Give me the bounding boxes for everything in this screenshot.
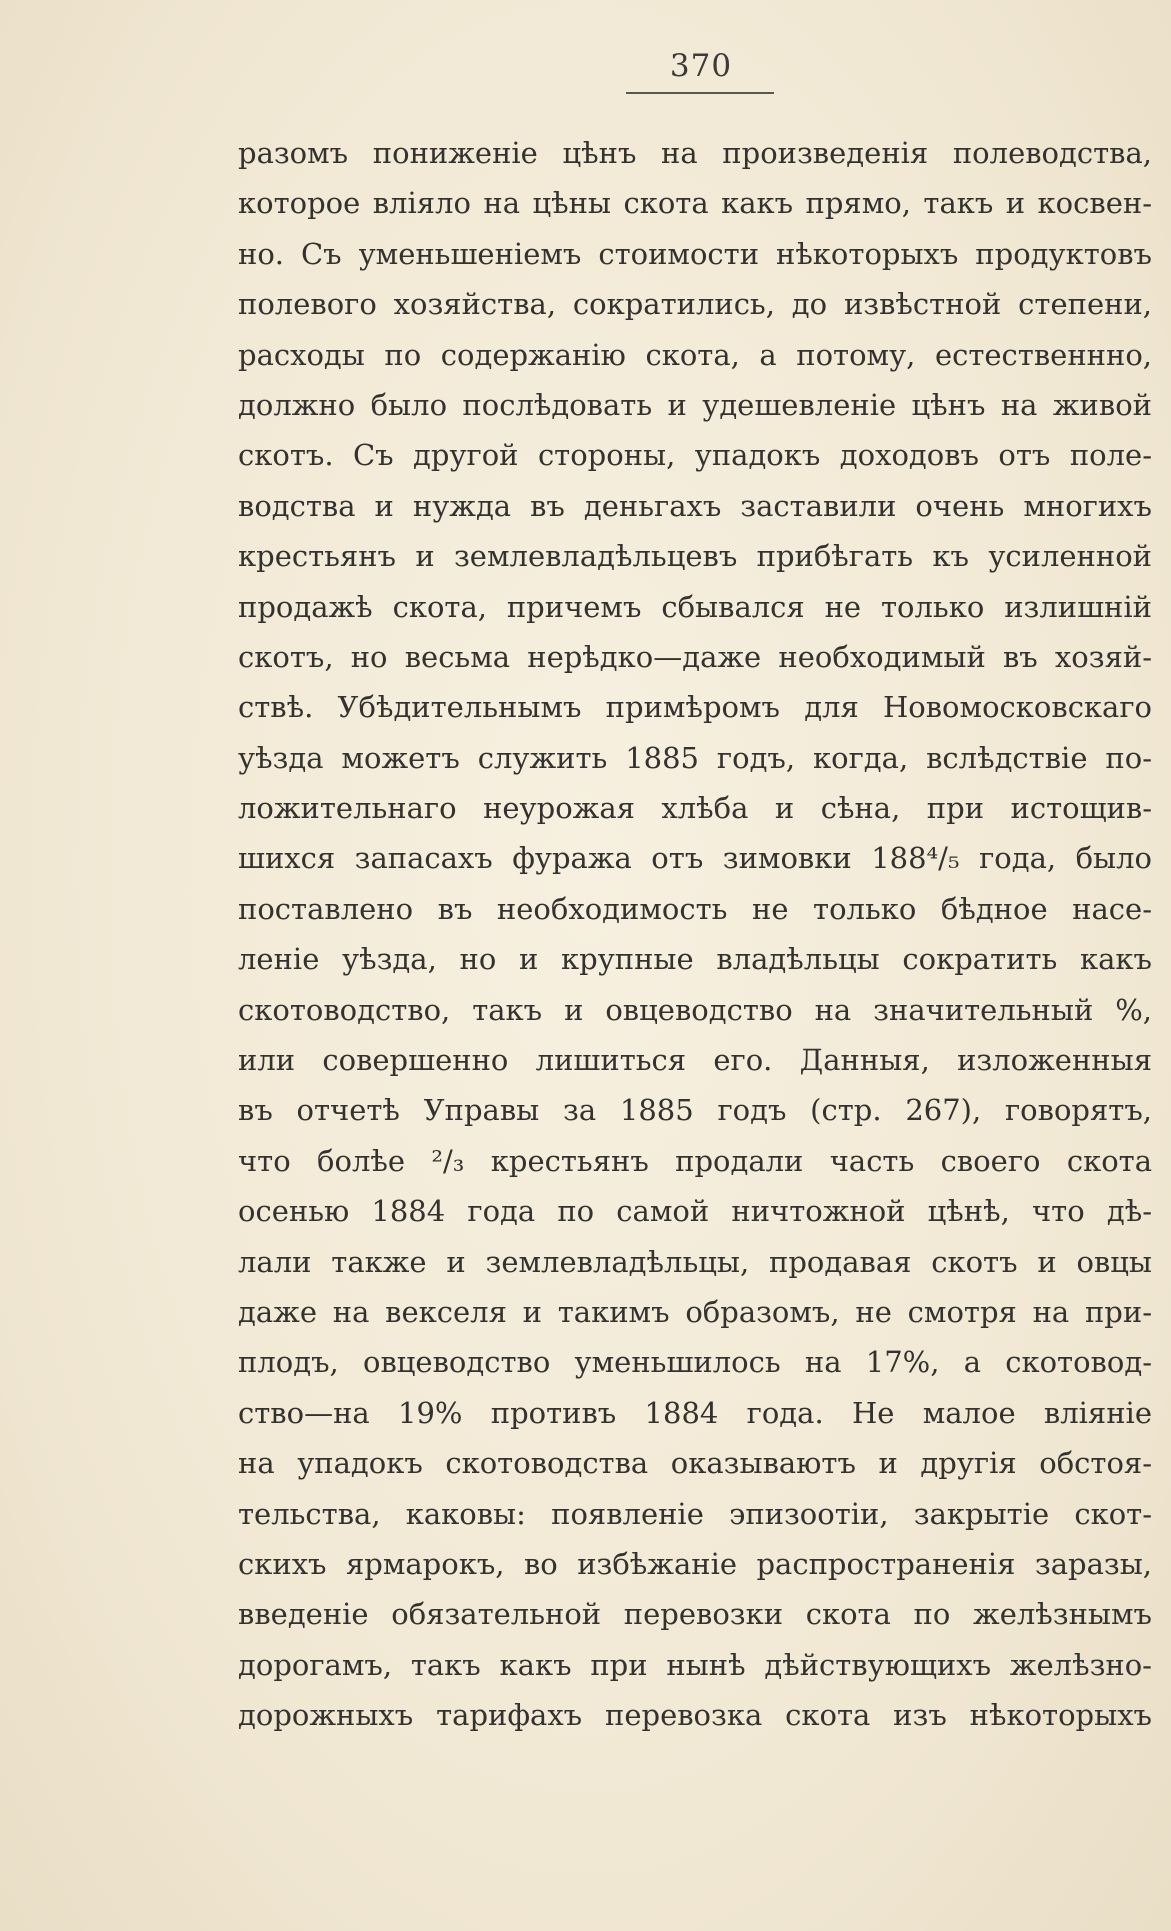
text-line: продажѣ скота, причемъ сбывался не только излишній <box>238 589 1152 624</box>
text-line: разомъ пониженіе цѣнъ на произведенія полеводства, <box>238 136 1152 170</box>
header-rule <box>626 92 774 94</box>
text-line: шихся запасахъ фуража отъ зимовки 188⁴/₅ года, было <box>238 841 1152 876</box>
text-line: дорожныхъ тарифахъ перевозка скота изъ нѣкоторыхъ <box>238 1698 1152 1733</box>
text-line: леніе уѣзда, но и крупные владѣльцы сократить какъ <box>238 942 1152 977</box>
text-line: ложительнаго неурожая хлѣба и сѣна, при истощив- <box>238 791 1152 826</box>
text-line: введеніе обязательной перевозки скота по желѣзнымъ <box>238 1597 1152 1632</box>
text-line: крестьянъ и землевладѣльцевъ прибѣгать къ усиленной <box>238 539 1152 574</box>
text-line: плодъ, овцеводство уменьшилось на 17%, а скотовод- <box>238 1345 1152 1380</box>
text-line: расходы по содержанію скота, а потому, естественнно, <box>238 337 1152 372</box>
text-line: полевого хозяйства, сократились, до извѣстной степени, <box>238 287 1152 322</box>
text-line: должно было послѣдовать и удешевленіе цѣнъ на живой <box>238 387 1152 422</box>
text-line: на упадокъ скотоводства оказываютъ и другія обстоя- <box>238 1446 1152 1481</box>
text-line: уѣзда можетъ служить 1885 годъ, когда, вслѣдствіе по- <box>238 740 1152 775</box>
text-line: скотъ. Съ другой стороны, упадокъ доходовъ отъ поле- <box>238 438 1152 473</box>
body-text <box>238 128 1152 1741</box>
text-line: водства и нужда въ деньгахъ заставили очень многихъ <box>238 488 1152 523</box>
text-line: даже на векселя и такимъ образомъ, не смотря на при- <box>238 1294 1152 1329</box>
text-line: осенью 1884 года по самой ничтожной цѣнѣ, что дѣ- <box>238 1194 1152 1229</box>
text-line: скотоводство, такъ и овцеводство на значительный %, <box>238 992 1152 1027</box>
text-line: тельства, каковы: появленіе эпизоотіи, закрытіе скот- <box>238 1496 1152 1531</box>
text-line: но. Съ уменьшеніемъ стоимости нѣкоторыхъ продуктовъ <box>238 236 1152 271</box>
text-line: ствѣ. Убѣдительнымъ примѣромъ для Новомосковскаго <box>238 690 1152 725</box>
text-line: поставлено въ необходимость не только бѣдное насе- <box>238 891 1152 926</box>
text-line: или совершенно лишиться его. Данныя, изложенныя <box>238 1043 1152 1078</box>
page-number: 370 <box>669 48 733 84</box>
text-line: скотъ, но весьма нерѣдко—даже необходимый въ хозяй- <box>238 639 1152 674</box>
text-line: въ отчетѣ Управы за 1885 годъ (стр. 267), говорятъ, <box>238 1093 1152 1128</box>
text-line: что болѣе ²/₃ крестьянъ продали часть своего скота <box>238 1143 1152 1178</box>
text-line: ство—на 19% противъ 1884 года. Не малое вліяніе <box>238 1395 1152 1430</box>
text-line: которое вліяло на цѣны скота какъ прямо, такъ и косвен- <box>238 186 1152 221</box>
text-line: лали также и землевладѣльцы, продавая скотъ и овцы <box>238 1244 1152 1279</box>
text-line: скихъ ярмарокъ, во избѣжаніе распространенія заразы, <box>238 1546 1152 1581</box>
text-line: дорогамъ, такъ какъ при нынѣ дѣйствующихъ желѣзно- <box>238 1647 1152 1682</box>
